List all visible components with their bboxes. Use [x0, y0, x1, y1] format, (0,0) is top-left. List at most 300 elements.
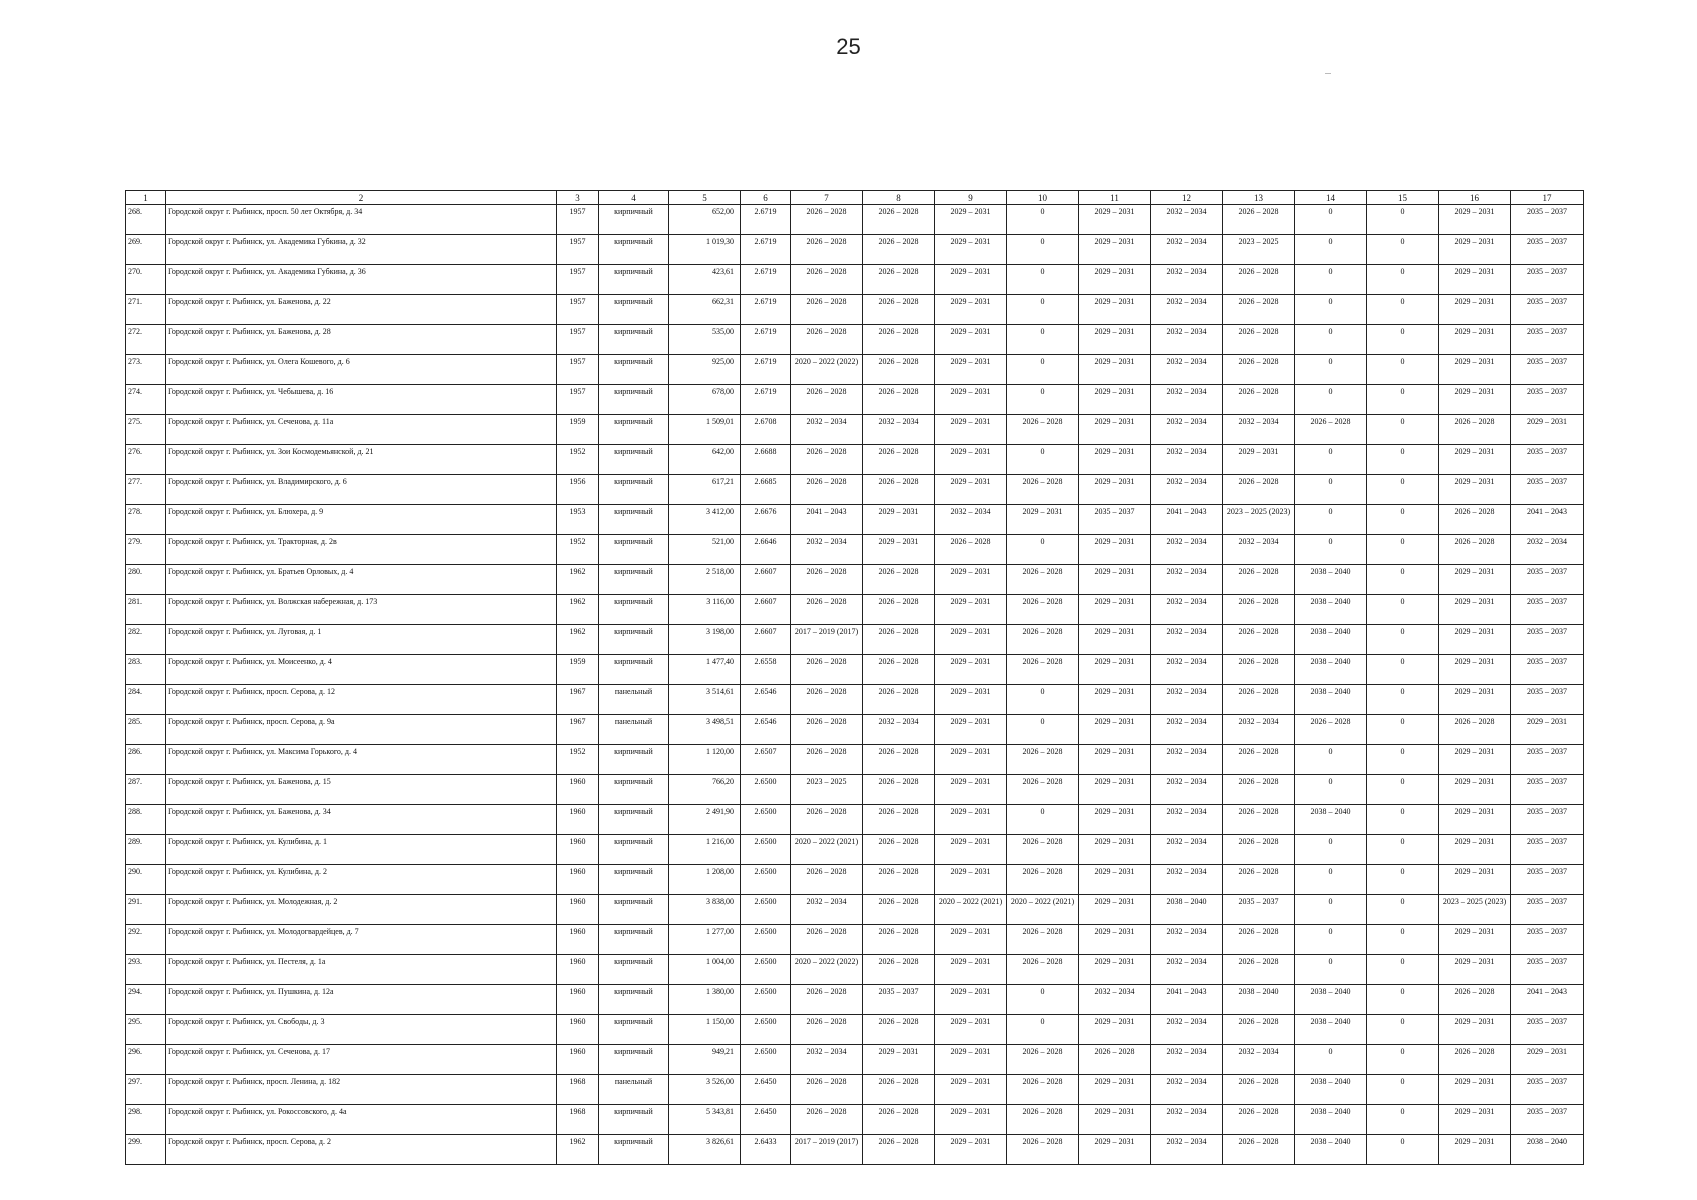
period-col-15-cell: 0	[1367, 685, 1439, 715]
period-col-11-cell: 2029 – 2031	[1079, 865, 1151, 895]
table-row	[126, 925, 1584, 955]
address-cell: Городской округ г. Рыбинск, ул. Сеченова, д. 17	[166, 1045, 557, 1075]
area-cell: 1 380,00	[669, 985, 741, 1015]
table-row	[126, 895, 1584, 925]
period-col-13-cell: 2026 – 2028	[1223, 355, 1295, 385]
period-col-7-cell: 2020 – 2022 (2022)	[791, 355, 863, 385]
period-col-11-cell: 2029 – 2031	[1079, 955, 1151, 985]
period-col-15-cell: 0	[1367, 595, 1439, 625]
period-col-14-cell: 0	[1295, 895, 1367, 925]
wall-material-cell: кирпичный	[599, 625, 669, 655]
row-number-cell: 274.	[126, 385, 166, 415]
row-number-cell: 280.	[126, 565, 166, 595]
period-col-7-cell: 2026 – 2028	[791, 1015, 863, 1045]
area-cell: 949,21	[669, 1045, 741, 1075]
period-col-8-cell: 2035 – 2037	[863, 985, 935, 1015]
period-col-15-cell: 0	[1367, 235, 1439, 265]
period-col-14-cell: 0	[1295, 955, 1367, 985]
period-col-10-cell: 0	[1007, 205, 1079, 235]
period-col-12-cell: 2032 – 2034	[1151, 925, 1223, 955]
period-col-10-cell: 0	[1007, 805, 1079, 835]
table-row	[126, 325, 1584, 355]
period-col-11-cell: 2029 – 2031	[1079, 925, 1151, 955]
period-col-7-cell: 2026 – 2028	[791, 715, 863, 745]
row-number-cell: 289.	[126, 835, 166, 865]
period-col-7-cell: 2026 – 2028	[791, 385, 863, 415]
period-col-10-cell: 2026 – 2028	[1007, 925, 1079, 955]
area-cell: 766,20	[669, 775, 741, 805]
period-col-17-cell: 2035 – 2037	[1511, 895, 1584, 925]
period-col-15-cell: 0	[1367, 1135, 1439, 1165]
column-header: 15	[1367, 191, 1439, 205]
period-col-8-cell: 2026 – 2028	[863, 1075, 935, 1105]
period-col-15-cell: 0	[1367, 625, 1439, 655]
period-col-14-cell: 0	[1295, 325, 1367, 355]
wall-material-cell: кирпичный	[599, 925, 669, 955]
period-col-17-cell: 2035 – 2037	[1511, 1015, 1584, 1045]
period-col-12-cell: 2032 – 2034	[1151, 1045, 1223, 1075]
row-number-cell: 276.	[126, 445, 166, 475]
period-col-8-cell: 2032 – 2034	[863, 715, 935, 745]
coefficient-cell: 2.6607	[741, 565, 791, 595]
period-col-13-cell: 2026 – 2028	[1223, 745, 1295, 775]
period-col-7-cell: 2017 – 2019 (2017)	[791, 625, 863, 655]
address-cell: Городской округ г. Рыбинск, ул. Баженова, д. 22	[166, 295, 557, 325]
coefficient-cell: 2.6719	[741, 385, 791, 415]
period-col-7-cell: 2026 – 2028	[791, 235, 863, 265]
coefficient-cell: 2.6546	[741, 715, 791, 745]
period-col-15-cell: 0	[1367, 415, 1439, 445]
period-col-11-cell: 2029 – 2031	[1079, 235, 1151, 265]
period-col-14-cell: 0	[1295, 865, 1367, 895]
table-row	[126, 445, 1584, 475]
period-col-11-cell: 2029 – 2031	[1079, 355, 1151, 385]
period-col-15-cell: 0	[1367, 775, 1439, 805]
row-number-cell: 288.	[126, 805, 166, 835]
period-col-11-cell: 2029 – 2031	[1079, 1015, 1151, 1045]
period-col-9-cell: 2029 – 2031	[935, 655, 1007, 685]
area-cell: 1 277,00	[669, 925, 741, 955]
coefficient-cell: 2.6558	[741, 655, 791, 685]
row-number-cell: 273.	[126, 355, 166, 385]
year-built-cell: 1960	[557, 1045, 599, 1075]
table-row	[126, 535, 1584, 565]
wall-material-cell: кирпичный	[599, 205, 669, 235]
coefficient-cell: 2.6450	[741, 1075, 791, 1105]
period-col-11-cell: 2029 – 2031	[1079, 415, 1151, 445]
period-col-11-cell: 2029 – 2031	[1079, 715, 1151, 745]
coefficient-cell: 2.6500	[741, 925, 791, 955]
coefficient-cell: 2.6607	[741, 625, 791, 655]
year-built-cell: 1968	[557, 1105, 599, 1135]
wall-material-cell: кирпичный	[599, 595, 669, 625]
address-cell: Городской округ г. Рыбинск, ул. Пестеля, д. 1а	[166, 955, 557, 985]
row-number-cell: 291.	[126, 895, 166, 925]
column-header: 12	[1151, 191, 1223, 205]
period-col-16-cell: 2026 – 2028	[1439, 415, 1511, 445]
period-col-13-cell: 2026 – 2028	[1223, 1135, 1295, 1165]
period-col-8-cell: 2032 – 2034	[863, 415, 935, 445]
coefficient-cell: 2.6688	[741, 445, 791, 475]
table-row	[126, 1015, 1584, 1045]
period-col-9-cell: 2029 – 2031	[935, 415, 1007, 445]
column-header: 3	[557, 191, 599, 205]
year-built-cell: 1967	[557, 685, 599, 715]
period-col-11-cell: 2029 – 2031	[1079, 775, 1151, 805]
period-col-12-cell: 2032 – 2034	[1151, 265, 1223, 295]
period-col-15-cell: 0	[1367, 505, 1439, 535]
period-col-7-cell: 2026 – 2028	[791, 1075, 863, 1105]
period-col-14-cell: 2038 – 2040	[1295, 985, 1367, 1015]
address-cell: Городской округ г. Рыбинск, ул. Академика Губкина, д. 32	[166, 235, 557, 265]
coefficient-cell: 2.6607	[741, 595, 791, 625]
year-built-cell: 1960	[557, 985, 599, 1015]
period-col-17-cell: 2041 – 2043	[1511, 505, 1584, 535]
column-header: 9	[935, 191, 1007, 205]
row-number-cell: 283.	[126, 655, 166, 685]
period-col-8-cell: 2026 – 2028	[863, 1015, 935, 1045]
period-col-9-cell: 2020 – 2022 (2021)	[935, 895, 1007, 925]
period-col-11-cell: 2029 – 2031	[1079, 895, 1151, 925]
year-built-cell: 1960	[557, 805, 599, 835]
year-built-cell: 1960	[557, 865, 599, 895]
period-col-14-cell: 2038 – 2040	[1295, 1015, 1367, 1045]
period-col-17-cell: 2035 – 2037	[1511, 625, 1584, 655]
table-row	[126, 805, 1584, 835]
period-col-14-cell: 0	[1295, 745, 1367, 775]
period-col-17-cell: 2035 – 2037	[1511, 235, 1584, 265]
table-row	[126, 1105, 1584, 1135]
year-built-cell: 1959	[557, 655, 599, 685]
area-cell: 535,00	[669, 325, 741, 355]
period-col-7-cell: 2026 – 2028	[791, 865, 863, 895]
address-cell: Городской округ г. Рыбинск, ул. Максима Горького, д. 4	[166, 745, 557, 775]
period-col-10-cell: 0	[1007, 715, 1079, 745]
column-header: 16	[1439, 191, 1511, 205]
period-col-17-cell: 2035 – 2037	[1511, 385, 1584, 415]
period-col-14-cell: 2038 – 2040	[1295, 1105, 1367, 1135]
address-cell: Городской округ г. Рыбинск, ул. Луговая, д. 1	[166, 625, 557, 655]
table-row	[126, 955, 1584, 985]
address-cell: Городской округ г. Рыбинск, ул. Братьев Орловых, д. 4	[166, 565, 557, 595]
period-col-7-cell: 2020 – 2022 (2021)	[791, 835, 863, 865]
period-col-11-cell: 2029 – 2031	[1079, 445, 1151, 475]
address-cell: Городской округ г. Рыбинск, ул. Кулибина, д. 1	[166, 835, 557, 865]
period-col-13-cell: 2032 – 2034	[1223, 1045, 1295, 1075]
period-col-9-cell: 2029 – 2031	[935, 475, 1007, 505]
area-cell: 3 826,61	[669, 1135, 741, 1165]
period-col-7-cell: 2026 – 2028	[791, 805, 863, 835]
period-col-12-cell: 2032 – 2034	[1151, 205, 1223, 235]
period-col-11-cell: 2029 – 2031	[1079, 475, 1151, 505]
year-built-cell: 1957	[557, 355, 599, 385]
period-col-7-cell: 2017 – 2019 (2017)	[791, 1135, 863, 1165]
period-col-13-cell: 2026 – 2028	[1223, 655, 1295, 685]
period-col-16-cell: 2029 – 2031	[1439, 475, 1511, 505]
period-col-9-cell: 2029 – 2031	[935, 385, 1007, 415]
period-col-9-cell: 2029 – 2031	[935, 955, 1007, 985]
period-col-8-cell: 2026 – 2028	[863, 805, 935, 835]
period-col-9-cell: 2029 – 2031	[935, 235, 1007, 265]
period-col-10-cell: 0	[1007, 235, 1079, 265]
period-col-11-cell: 2029 – 2031	[1079, 595, 1151, 625]
period-col-13-cell: 2023 – 2025 (2023)	[1223, 505, 1295, 535]
period-col-10-cell: 2026 – 2028	[1007, 865, 1079, 895]
period-col-10-cell: 2026 – 2028	[1007, 415, 1079, 445]
period-col-10-cell: 0	[1007, 265, 1079, 295]
period-col-15-cell: 0	[1367, 295, 1439, 325]
period-col-7-cell: 2026 – 2028	[791, 1105, 863, 1135]
row-number-cell: 282.	[126, 625, 166, 655]
period-col-10-cell: 0	[1007, 985, 1079, 1015]
period-col-10-cell: 2020 – 2022 (2021)	[1007, 895, 1079, 925]
year-built-cell: 1959	[557, 415, 599, 445]
wall-material-cell: панельный	[599, 685, 669, 715]
period-col-7-cell: 2032 – 2034	[791, 535, 863, 565]
period-col-11-cell: 2029 – 2031	[1079, 265, 1151, 295]
period-col-8-cell: 2026 – 2028	[863, 355, 935, 385]
row-number-cell: 272.	[126, 325, 166, 355]
wall-material-cell: кирпичный	[599, 1015, 669, 1045]
period-col-12-cell: 2038 – 2040	[1151, 895, 1223, 925]
period-col-17-cell: 2035 – 2037	[1511, 865, 1584, 895]
period-col-15-cell: 0	[1367, 385, 1439, 415]
column-header: 6	[741, 191, 791, 205]
period-col-11-cell: 2029 – 2031	[1079, 385, 1151, 415]
period-col-7-cell: 2026 – 2028	[791, 205, 863, 235]
coefficient-cell: 2.6719	[741, 205, 791, 235]
period-col-13-cell: 2026 – 2028	[1223, 1105, 1295, 1135]
coefficient-cell: 2.6450	[741, 1105, 791, 1135]
year-built-cell: 1952	[557, 535, 599, 565]
period-col-13-cell: 2029 – 2031	[1223, 445, 1295, 475]
period-col-12-cell: 2032 – 2034	[1151, 835, 1223, 865]
address-cell: Городской округ г. Рыбинск, ул. Рокоссовского, д. 4а	[166, 1105, 557, 1135]
row-number-cell: 298.	[126, 1105, 166, 1135]
coefficient-cell: 2.6500	[741, 985, 791, 1015]
period-col-16-cell: 2029 – 2031	[1439, 385, 1511, 415]
area-cell: 1 509,01	[669, 415, 741, 445]
coefficient-cell: 2.6500	[741, 1015, 791, 1045]
wall-material-cell: кирпичный	[599, 475, 669, 505]
coefficient-cell: 2.6500	[741, 955, 791, 985]
year-built-cell: 1968	[557, 1075, 599, 1105]
period-col-12-cell: 2032 – 2034	[1151, 715, 1223, 745]
period-col-15-cell: 0	[1367, 925, 1439, 955]
period-col-16-cell: 2029 – 2031	[1439, 685, 1511, 715]
period-col-10-cell: 2026 – 2028	[1007, 595, 1079, 625]
period-col-12-cell: 2032 – 2034	[1151, 595, 1223, 625]
period-col-14-cell: 0	[1295, 475, 1367, 505]
address-cell: Городской округ г. Рыбинск, ул. Академика Губкина, д. 36	[166, 265, 557, 295]
area-cell: 3 838,00	[669, 895, 741, 925]
period-col-12-cell: 2032 – 2034	[1151, 625, 1223, 655]
year-built-cell: 1953	[557, 505, 599, 535]
period-col-17-cell: 2035 – 2037	[1511, 955, 1584, 985]
period-col-17-cell: 2035 – 2037	[1511, 775, 1584, 805]
period-col-13-cell: 2026 – 2028	[1223, 925, 1295, 955]
year-built-cell: 1960	[557, 835, 599, 865]
period-col-11-cell: 2029 – 2031	[1079, 685, 1151, 715]
period-col-16-cell: 2029 – 2031	[1439, 1015, 1511, 1045]
address-cell: Городской округ г. Рыбинск, просп. 50 лет Октября, д. 34	[166, 205, 557, 235]
period-col-8-cell: 2026 – 2028	[863, 685, 935, 715]
wall-material-cell: кирпичный	[599, 895, 669, 925]
address-cell: Городской округ г. Рыбинск, ул. Блюхера, д. 9	[166, 505, 557, 535]
period-col-15-cell: 0	[1367, 1105, 1439, 1135]
year-built-cell: 1960	[557, 895, 599, 925]
coefficient-cell: 2.6708	[741, 415, 791, 445]
address-cell: Городской округ г. Рыбинск, ул. Сеченова, д. 11а	[166, 415, 557, 445]
period-col-12-cell: 2032 – 2034	[1151, 955, 1223, 985]
year-built-cell: 1952	[557, 445, 599, 475]
row-number-cell: 287.	[126, 775, 166, 805]
period-col-17-cell: 2035 – 2037	[1511, 685, 1584, 715]
period-col-14-cell: 2038 – 2040	[1295, 1135, 1367, 1165]
period-col-7-cell: 2026 – 2028	[791, 295, 863, 325]
period-col-10-cell: 0	[1007, 325, 1079, 355]
area-cell: 3 498,51	[669, 715, 741, 745]
year-built-cell: 1962	[557, 1135, 599, 1165]
period-col-8-cell: 2026 – 2028	[863, 625, 935, 655]
period-col-8-cell: 2026 – 2028	[863, 775, 935, 805]
period-col-13-cell: 2026 – 2028	[1223, 325, 1295, 355]
period-col-9-cell: 2029 – 2031	[935, 355, 1007, 385]
period-col-10-cell: 0	[1007, 445, 1079, 475]
period-col-16-cell: 2029 – 2031	[1439, 205, 1511, 235]
area-cell: 1 120,00	[669, 745, 741, 775]
area-cell: 3 526,00	[669, 1075, 741, 1105]
area-cell: 617,21	[669, 475, 741, 505]
period-col-16-cell: 2026 – 2028	[1439, 535, 1511, 565]
year-built-cell: 1962	[557, 625, 599, 655]
wall-material-cell: кирпичный	[599, 1105, 669, 1135]
period-col-8-cell: 2026 – 2028	[863, 385, 935, 415]
period-col-17-cell: 2035 – 2037	[1511, 565, 1584, 595]
area-cell: 642,00	[669, 445, 741, 475]
table-row	[126, 265, 1584, 295]
period-col-9-cell: 2029 – 2031	[935, 985, 1007, 1015]
period-col-9-cell: 2029 – 2031	[935, 1105, 1007, 1135]
period-col-13-cell: 2026 – 2028	[1223, 595, 1295, 625]
period-col-15-cell: 0	[1367, 1075, 1439, 1105]
period-col-12-cell: 2032 – 2034	[1151, 1015, 1223, 1045]
period-col-8-cell: 2026 – 2028	[863, 595, 935, 625]
area-cell: 1 004,00	[669, 955, 741, 985]
wall-material-cell: кирпичный	[599, 1045, 669, 1075]
address-cell: Городской округ г. Рыбинск, ул. Волжская набережная, д. 173	[166, 595, 557, 625]
period-col-17-cell: 2032 – 2034	[1511, 535, 1584, 565]
period-col-15-cell: 0	[1367, 355, 1439, 385]
period-col-7-cell: 2026 – 2028	[791, 925, 863, 955]
period-col-12-cell: 2032 – 2034	[1151, 325, 1223, 355]
table-row	[126, 775, 1584, 805]
period-col-15-cell: 0	[1367, 565, 1439, 595]
area-cell: 662,31	[669, 295, 741, 325]
period-col-12-cell: 2032 – 2034	[1151, 445, 1223, 475]
period-col-17-cell: 2035 – 2037	[1511, 445, 1584, 475]
coefficient-cell: 2.6500	[741, 895, 791, 925]
period-col-11-cell: 2032 – 2034	[1079, 985, 1151, 1015]
area-cell: 2 491,90	[669, 805, 741, 835]
period-col-14-cell: 0	[1295, 835, 1367, 865]
period-col-14-cell: 0	[1295, 445, 1367, 475]
period-col-14-cell: 2026 – 2028	[1295, 715, 1367, 745]
table-row	[126, 655, 1584, 685]
period-col-7-cell: 2032 – 2034	[791, 415, 863, 445]
period-col-13-cell: 2026 – 2028	[1223, 805, 1295, 835]
wall-material-cell: кирпичный	[599, 775, 669, 805]
period-col-7-cell: 2023 – 2025	[791, 775, 863, 805]
period-col-12-cell: 2041 – 2043	[1151, 505, 1223, 535]
scan-speck	[1325, 73, 1331, 74]
wall-material-cell: кирпичный	[599, 445, 669, 475]
period-col-17-cell: 2035 – 2037	[1511, 355, 1584, 385]
period-col-10-cell: 0	[1007, 385, 1079, 415]
row-number-cell: 292.	[126, 925, 166, 955]
period-col-9-cell: 2029 – 2031	[935, 1015, 1007, 1045]
period-col-10-cell: 2026 – 2028	[1007, 775, 1079, 805]
period-col-7-cell: 2026 – 2028	[791, 985, 863, 1015]
wall-material-cell: кирпичный	[599, 505, 669, 535]
row-number-cell: 285.	[126, 715, 166, 745]
address-cell: Городской округ г. Рыбинск, ул. Олега Кошевого, д. 6	[166, 355, 557, 385]
period-col-7-cell: 2026 – 2028	[791, 475, 863, 505]
period-col-8-cell: 2026 – 2028	[863, 1135, 935, 1165]
year-built-cell: 1960	[557, 955, 599, 985]
period-col-17-cell: 2038 – 2040	[1511, 1135, 1584, 1165]
row-number-cell: 296.	[126, 1045, 166, 1075]
period-col-10-cell: 2026 – 2028	[1007, 625, 1079, 655]
wall-material-cell: кирпичный	[599, 655, 669, 685]
period-col-16-cell: 2029 – 2031	[1439, 355, 1511, 385]
period-col-11-cell: 2029 – 2031	[1079, 205, 1151, 235]
period-col-12-cell: 2032 – 2034	[1151, 1135, 1223, 1165]
period-col-16-cell: 2029 – 2031	[1439, 775, 1511, 805]
period-col-9-cell: 2029 – 2031	[935, 925, 1007, 955]
address-cell: Городской округ г. Рыбинск, просп. Серова, д. 2	[166, 1135, 557, 1165]
period-col-14-cell: 0	[1295, 355, 1367, 385]
period-col-16-cell: 2029 – 2031	[1439, 1105, 1511, 1135]
period-col-14-cell: 2038 – 2040	[1295, 625, 1367, 655]
page-number: 25	[836, 34, 861, 59]
wall-material-cell: кирпичный	[599, 805, 669, 835]
row-number-cell: 293.	[126, 955, 166, 985]
period-col-11-cell: 2029 – 2031	[1079, 625, 1151, 655]
period-col-8-cell: 2026 – 2028	[863, 925, 935, 955]
period-col-17-cell: 2035 – 2037	[1511, 655, 1584, 685]
period-col-11-cell: 2029 – 2031	[1079, 655, 1151, 685]
coefficient-cell: 2.6500	[741, 1045, 791, 1075]
period-col-12-cell: 2032 – 2034	[1151, 565, 1223, 595]
period-col-16-cell: 2029 – 2031	[1439, 655, 1511, 685]
table-row	[126, 205, 1584, 235]
period-col-13-cell: 2032 – 2034	[1223, 715, 1295, 745]
column-header: 17	[1511, 191, 1584, 205]
row-number-cell: 270.	[126, 265, 166, 295]
period-col-14-cell: 2038 – 2040	[1295, 685, 1367, 715]
period-col-10-cell: 2026 – 2028	[1007, 475, 1079, 505]
period-col-10-cell: 0	[1007, 535, 1079, 565]
period-col-14-cell: 2038 – 2040	[1295, 565, 1367, 595]
period-col-16-cell: 2029 – 2031	[1439, 745, 1511, 775]
period-col-9-cell: 2029 – 2031	[935, 745, 1007, 775]
year-built-cell: 1967	[557, 715, 599, 745]
period-col-8-cell: 2026 – 2028	[863, 955, 935, 985]
table-row	[126, 415, 1584, 445]
period-col-15-cell: 0	[1367, 325, 1439, 355]
period-col-15-cell: 0	[1367, 475, 1439, 505]
